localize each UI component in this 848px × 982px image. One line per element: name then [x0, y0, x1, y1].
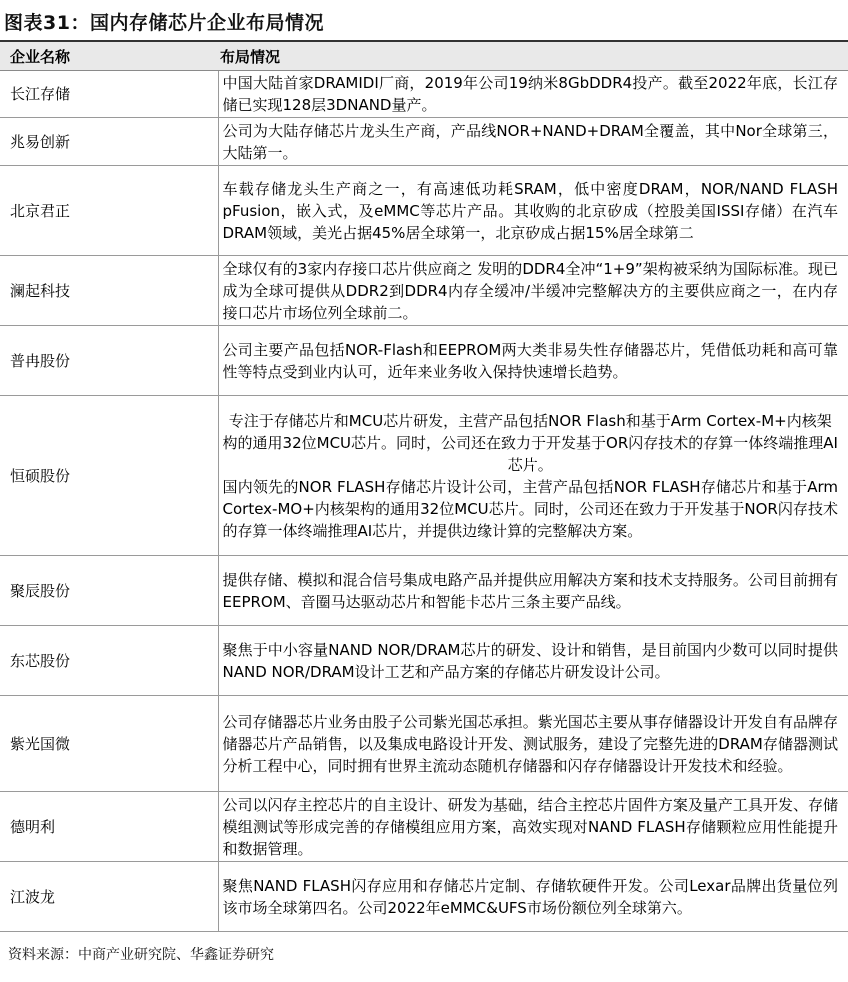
table-body [0, 71, 848, 932]
company-name-cell: 德明利 [0, 792, 218, 862]
description-paragraph: 公司存储器芯片业务由股子公司紫光国芯承担。紫光国芯主要从事存储器设计开发自有品牌存储器芯片产品销售，以及集成电路设计开发、测试服务，建设了完整先进的DRAM存储器测试分析工程中心，同时拥有世界主流动态随机存储器和闪存存储器设计开发技术和经验。 [222, 712, 838, 775]
company-name-cell: 北京君正 [0, 166, 218, 256]
company-name-cell: 江波龙 [0, 862, 218, 932]
company-name-cell: 紫光国微 [0, 696, 218, 792]
layout-description-cell [218, 792, 848, 862]
description-paragraph: 公司主要产品包括NOR-Flash和EEPROM两大类非易失性存储器芯片，凭借低功耗和高可靠性等特点受到业内认可，近年来业务收入保持快速增长趋势。 [222, 340, 838, 381]
layout-description-cell [218, 862, 848, 932]
table-row [0, 792, 848, 862]
table-row [0, 256, 848, 326]
layout-description-cell [218, 166, 848, 256]
table-header-row [0, 41, 848, 71]
figure-title: 图表31：国内存储芯片企业布局情况 [4, 12, 324, 34]
description-paragraph: 全球仅有的3家内存接口芯片供应商之 发明的DDR4全冲“1+9”架构被采纳为国际标准。现已成为全球可提供从DDR2到DDR4内存全缓冲/半缓冲完整解决方的主要供应商之一，在内存接口芯片市场位列全球前二。 [222, 259, 838, 322]
description-paragraph: 公司为大陆存储芯片龙头生产商，产品线NOR+NAND+DRAM全覆盖，其中Nor全球第三，大陆第一。 [222, 121, 838, 162]
company-name-cell: 兆易创新 [0, 118, 218, 166]
company-name-cell: 澜起科技 [0, 256, 218, 326]
company-name-cell: 长江存储 [0, 71, 218, 118]
layout-description-cell [218, 696, 848, 792]
layout-description-cell [218, 326, 848, 396]
table-row [0, 696, 848, 792]
layout-description-cell [218, 256, 848, 326]
layout-description-cell [218, 71, 848, 118]
table-row [0, 862, 848, 932]
description-paragraph: 专注于存储芯片和MCU芯片研发，主营产品包括NOR Flash和基于Arm Cortex-M+内核架构的通用32位MCU芯片。同时，公司还在致力于开发基于OR闪存技术的存算一体终端推理AI芯片。 [222, 411, 838, 474]
description-paragraph: 聚焦于中小容量NAND NOR/DRAM芯片的研发、设计和销售，是目前国内少数可以同时提供NAND NOR/DRAM设计工艺和产品方案的存储芯片研发设计公司。 [222, 640, 838, 681]
header-company-name: 企业名称 [0, 41, 218, 71]
company-name-cell: 普冉股份 [0, 326, 218, 396]
description-paragraph: 公司以闪存主控芯片的自主设计、研发为基础，结合主控芯片固件方案及量产工具开发、存储模组测试等形成完善的存储模组应用方案，高效实现对NAND FLASH存储颗粒应用性能提升和数据管理。 [222, 795, 838, 858]
description-paragraph: 聚焦NAND FLASH闪存应用和存储芯片定制、存储软硬件开发。公司Lexar品牌出货量位列该市场全球第四名。公司2022年eMMC&UFS市场份额位列全球第六。 [222, 876, 838, 917]
table-row [0, 118, 848, 166]
table-row [0, 396, 848, 556]
layout-description-cell [218, 626, 848, 696]
layout-description-cell [218, 396, 848, 556]
company-name-cell: 聚辰股份 [0, 556, 218, 626]
layout-description-cell [218, 556, 848, 626]
table-row [0, 326, 848, 396]
table-row [0, 166, 848, 256]
layout-description-cell [218, 118, 848, 166]
description-paragraph: 中国大陆首家DRAMIDI厂商，2019年公司19纳米8GbDDR4投产。截至2022年底，长江存储已实现128层3DNAND量产。 [222, 74, 838, 114]
table-row [0, 556, 848, 626]
company-name-cell: 东芯股份 [0, 626, 218, 696]
description-paragraph: 车载存储龙头生产商之一，有高速低功耗SRAM，低中密度DRAM，NOR/NAND FLASH pFusion，嵌入式，及eMMC等芯片产品。其收购的北京矽成（控股美国ISSI存储）在汽车DRAM领域，美光占据45%居全球第一，北京矽成占据15%居全球第二 [222, 179, 838, 242]
company-layout-table [0, 40, 848, 932]
description-paragraph: 国内领先的NOR FLASH存储芯片设计公司，主营产品包括NOR FLASH存储芯片和基于Arm Cortex-MO+内核架构的通用32位MCU芯片。同时，公司还在致力于开发基于NOR闪存技术的存算一体终端推理AI芯片，并提供边缘计算的完整解决方案。 [222, 477, 838, 540]
source-note: 资料来源：中商产业研究院、华鑫证券研究 [8, 947, 274, 963]
table-row [0, 71, 848, 118]
description-paragraph: 提供存储、模拟和混合信号集成电路产品并提供应用解决方案和技术支持服务。公司目前拥有EEPROM、音圈马达驱动芯片和智能卡芯片三条主要产品线。 [222, 570, 838, 611]
table-row [0, 626, 848, 696]
company-name-cell: 恒硕股份 [0, 396, 218, 556]
header-layout-status: 布局情况 [218, 41, 848, 71]
